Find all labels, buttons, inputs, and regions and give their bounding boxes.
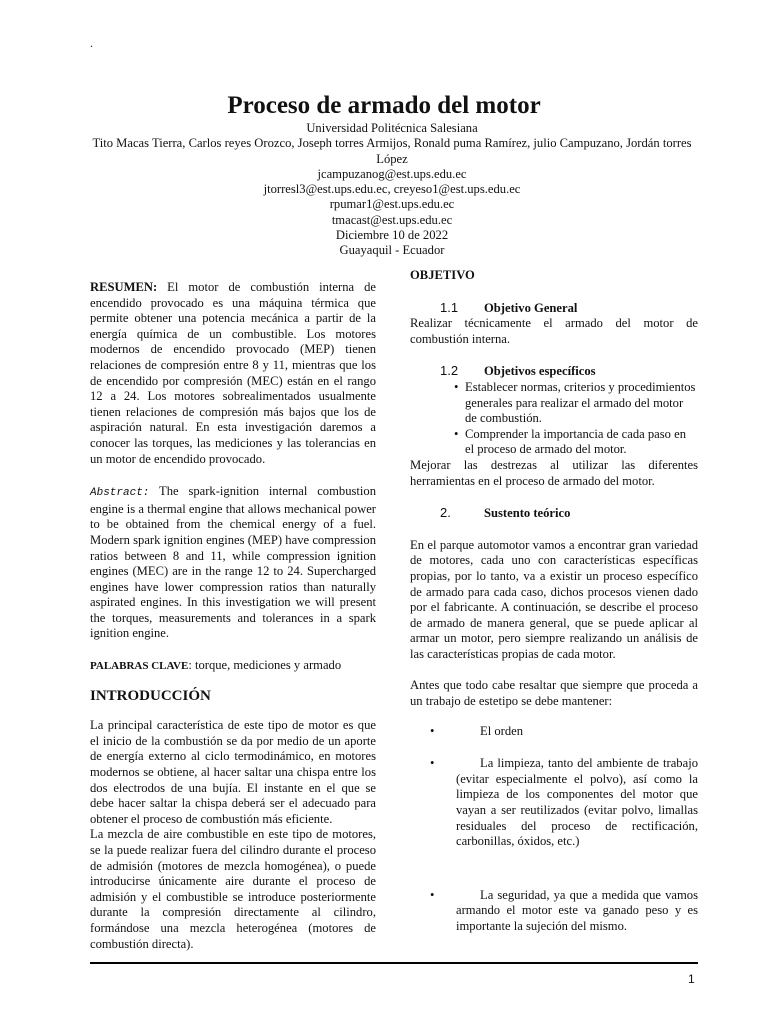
footer-rule — [90, 962, 698, 964]
author-block — [88, 121, 696, 259]
keywords-line — [90, 658, 376, 675]
section-1-2-heading — [410, 363, 698, 380]
email-line: jcampuzanog@est.ups.edu.ec — [317, 166, 467, 181]
section-2-paragraph-1: En el parque automotor vamos a encontrar gran variedad de motores, cada uno con características específicas propias, por lo tanto, va a existir un proceso específico de armado para cada caso, dichos procesos vienen dado por el fabricante. A continuación, se describe el proceso de armado de manera general, que se puede aplicar al armar un motor, pero siempre realizando un análisis de las características propias de cada motor. — [410, 537, 698, 661]
keywords-text: : torque, mediciones y armado — [188, 658, 342, 673]
right-column — [410, 268, 698, 935]
location-line: Guayaquil - Ecuador — [339, 243, 445, 258]
intro-heading: INTRODUCCIÓN — [90, 687, 211, 704]
section-1-2-after: Mejorar las destrezas al utilizar las diferentes herramientas en el proceso de armado del motor. — [410, 457, 698, 488]
maintain-list — [410, 724, 698, 935]
keywords-label: PALABRAS CLAVE — [90, 660, 189, 673]
left-column — [90, 280, 376, 952]
list-item — [410, 756, 698, 850]
page-number: 1 — [688, 972, 695, 986]
objectives-list — [410, 380, 698, 458]
section-title: Objetivo General — [484, 300, 578, 315]
authors: Tito Macas Tierra, Carlos reyes Orozco, Joseph torres Armijos, Ronald puma Ramírez, julio Campuzano, Jordán torres López — [92, 136, 692, 166]
section-2-paragraph-2: Antes que todo cabe resaltar que siempre que proceda a un trabajo de estetipo se debe mantener: — [410, 678, 698, 709]
section-number: 1.2 — [440, 363, 459, 379]
list-item-text: La seguridad, ya que a medida que vamos armando el motor este va ganado peso y es importante la sujeción del mismo. — [456, 887, 698, 933]
resumen-text: El motor de combustión interna de encendido provocado es una máquina térmica que permite obtener una potencia mecánica a partir de la energía química de un combustible. Los motores modernos de encendido provocado (MEP) tienen relaciones de compresión entre 8 y 11, mientras que los de encendido por compresión (MEC) están en el rango 12 a 24. Los motores sobrealimentados usualmente tienen relaciones de compresión más bajos que los de aspiración natural. En esta investigación daremos a conocer las torques, las mediciones y las tolerancias en un motor de encendido provocado. — [90, 280, 376, 466]
list-item-text: El orden — [480, 723, 524, 738]
list-item-text: Establecer normas, criterios y procedimientos generales para realizar el armado del motor de combustión. — [465, 379, 696, 426]
stray-dot: . — [90, 36, 93, 50]
intro-paragraph-2: La mezcla de aire combustible en este tipo de motores, se la puede realizar fuera del cilindro durante el proceso de admisión (motores de mezcla homogénea), o puede introducirse únicamente aire durante el proceso de admisión y el combustible se introduce posteriormente durante la compresión directamente al cilindro, formándose una mezcla heterogénea (motores de combustión directa). — [90, 827, 376, 951]
abstract-label: Abstract: — [90, 487, 150, 500]
paper-title: Proceso de armado del motor — [227, 92, 541, 119]
section-number: 2. — [440, 505, 451, 521]
bullet-icon: • — [430, 887, 435, 902]
bullet-icon: • — [430, 756, 435, 771]
list-item — [410, 724, 698, 740]
email-line: jtorresl3@est.ups.edu.ec, creyeso1@est.ups.edu.ec — [263, 182, 521, 197]
email-line: tmacast@est.ups.edu.ec — [331, 212, 453, 227]
bullet-icon: • — [430, 723, 435, 738]
list-item — [410, 427, 698, 458]
section-2-heading — [410, 505, 698, 522]
section-title: Sustento teórico — [484, 506, 571, 521]
intro-paragraph-1: La principal característica de este tipo de motor es que el inicio de la combustión se da por medio de un aporte de energía externo al ciclo termodinámico, en motores modernos se obtiene, al hacer saltar una chispa entre los dos electrodos de una bujía. El instante en el que se debe hacer saltar la chispa deberá ser el adecuado para obtener el proceso de combustión más eficiente. — [90, 718, 376, 826]
list-item — [410, 888, 698, 935]
bullet-icon: • — [454, 379, 459, 394]
objetivo-heading: OBJETIVO — [410, 268, 475, 282]
list-item — [410, 380, 698, 427]
section-1-1-text: Realizar técnicamente el armado del motor de combustión interna. — [410, 316, 698, 346]
section-title: Objetivos específicos — [484, 364, 596, 379]
email-line: rpumar1@est.ups.edu.ec — [329, 197, 455, 212]
section-number: 1.1 — [440, 299, 459, 315]
list-item-text: Comprender la importancia de cada paso en el proceso de armado del motor. — [465, 426, 686, 457]
resumen-paragraph — [90, 280, 376, 467]
list-item-text: La limpieza, tanto del ambiente de trabajo (evitar especialmente el polvo), así como la limpieza de los componentes del motor que vayan a ser reutilizados (evitar polvo, limallas residuales del proceso de rectificación, carbonillas, óxidos, etc.) — [456, 756, 698, 849]
resumen-label: RESUMEN: — [90, 280, 158, 294]
abstract-text: The spark-ignition internal combustion engine is a thermal engine that allows mechanical power to be obtained from the chemical energy of a fuel. Modern spark ignition engines (MEP) have compression ratios between 8 and 11, while compression ignition engines (MEC) are in the range 12 to 24. Supercharged engines have lower compression ratios than naturally aspirated engines. In this investigation we will present the torques, measurements and tolerances in a spark ignition engine. — [90, 484, 376, 641]
date-line: Diciembre 10 de 2022 — [335, 228, 449, 243]
abstract-paragraph — [90, 484, 376, 642]
bullet-icon: • — [454, 426, 459, 441]
section-1-1-heading — [410, 300, 698, 317]
affiliation: Universidad Politécnica Salesiana — [306, 121, 478, 135]
